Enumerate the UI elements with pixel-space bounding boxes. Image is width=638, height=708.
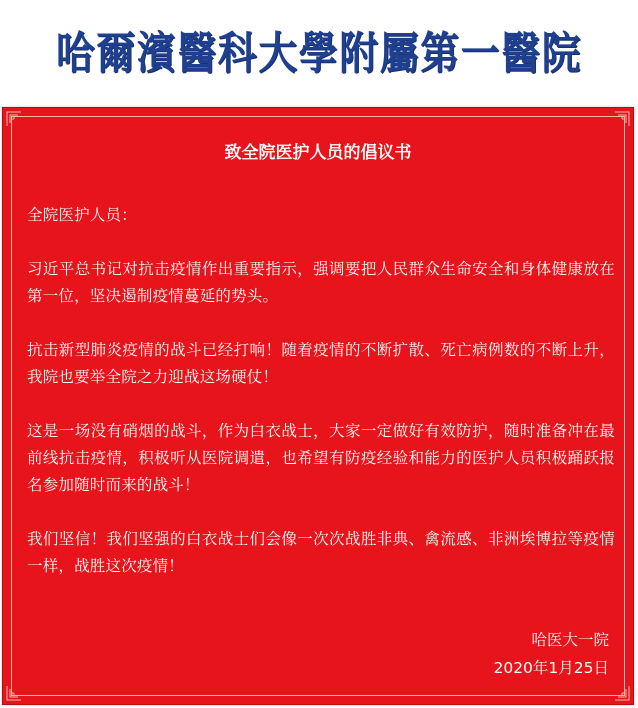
letter-paragraph: 这是一场没有硝烟的战斗，作为白衣战士，大家一定做好有效防护，随时准备冲在最前线抗击疫情，积极听从医院调遣，也希望有防疫经验和能力的医护人员积极踊跃报名参加随时而来的战斗！ (27, 422, 615, 494)
signature-name: 哈医大一院 (531, 631, 609, 649)
letter-paragraph: 抗击新型肺炎疫情的战斗已经打响！随着疫情的不断扩散、死亡病例数的不断上升，我院也要举全院之力迎战这场硬仗！ (27, 341, 615, 386)
letter-signature-block (493, 626, 611, 682)
hospital-name-logo: 哈爾濱醫科大學附屬第一醫院 (55, 28, 583, 79)
hospital-banner (0, 0, 638, 98)
corner-ornament-icon (6, 685, 22, 701)
letter-salutation: 全院医护人员： (27, 206, 137, 224)
corner-ornament-icon (614, 685, 630, 701)
proposal-letter (2, 107, 634, 705)
corner-ornament-icon (6, 111, 22, 127)
letter-body (27, 202, 615, 580)
letter-paragraph: 我们坚信！我们坚强的白衣战士们会像一次次战胜非典、禽流感、非洲埃博拉等疫情一样，战胜这次疫情！ (27, 530, 615, 575)
letter-paragraph: 习近平总书记对抗击疫情作出重要指示，强调要把人民群众生命安全和身体健康放在第一位，坚决遏制疫情蔓延的势头。 (27, 260, 615, 305)
corner-ornament-icon (614, 111, 630, 127)
letter-title: 致全院医护人员的倡议书 (224, 143, 412, 163)
signature-date: 2020年1月25日 (493, 659, 609, 677)
